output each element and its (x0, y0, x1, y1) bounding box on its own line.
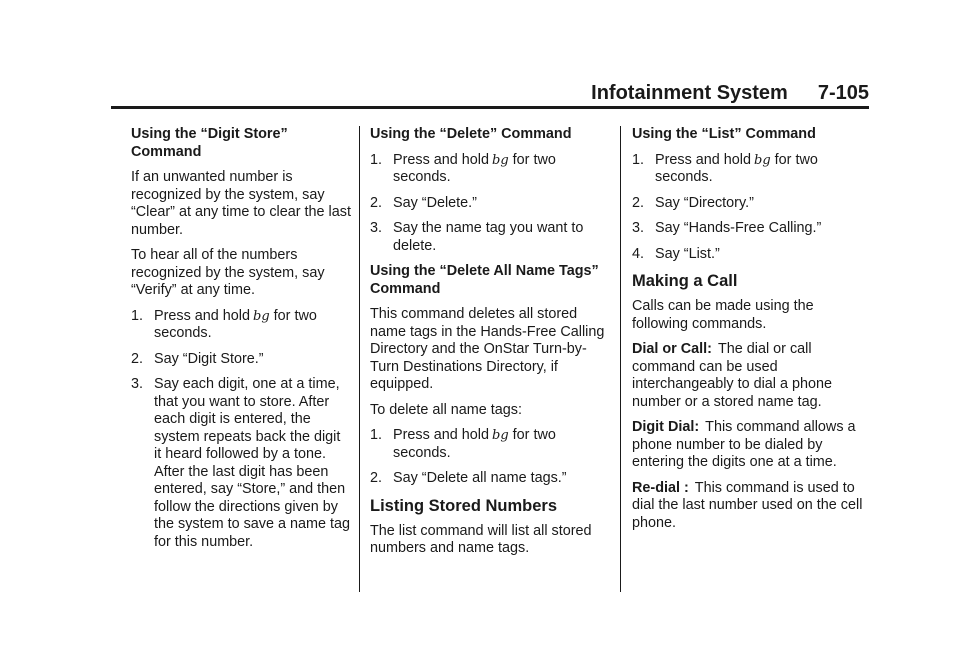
phone-button-icon: g (500, 428, 509, 443)
phone-button-icon: g (261, 308, 270, 324)
step-item (632, 195, 872, 213)
step-item (131, 308, 351, 343)
step-number: 1. (370, 151, 383, 168)
column-1 (131, 126, 351, 559)
step-item (370, 152, 608, 187)
definition-term: Dial or Call: (632, 341, 712, 357)
page-header (111, 82, 869, 104)
step-text: Press and hold (655, 151, 751, 168)
step-text: Press and hold (393, 427, 489, 443)
voice-button-icon: b (754, 152, 763, 168)
step-text: for two seconds. (655, 151, 818, 185)
paragraph-clear: If an unwanted number is recognized by the system, say “Clear” at any time to clear the last number. (131, 169, 351, 238)
step-number: 3. (131, 376, 144, 392)
step-text: Press and hold (393, 151, 489, 168)
paragraph-to-delete: To delete all name tags: (370, 401, 522, 418)
step-text: for two seconds. (393, 427, 556, 461)
paragraph-verify: To hear all of the numbers recognized by the system, say “Verify” at any time. (131, 247, 325, 298)
subhead-delete-all: Using the “Delete All Name Tags” Command (370, 263, 599, 297)
step-item (370, 220, 608, 255)
step-text: Say “Digit Store.” (154, 350, 264, 367)
voice-button-icon: b (253, 308, 262, 324)
definition-text: The dial or call command can be used interchangeably to dial a phone number or a stored name tag. (632, 341, 833, 410)
column-3 (632, 126, 872, 540)
step-number: 1. (370, 427, 383, 443)
step-number: 1. (131, 307, 144, 324)
section-title-listing: Listing Stored Numbers (370, 496, 558, 515)
step-number: 3. (632, 220, 645, 236)
step-text: for two seconds. (393, 151, 556, 185)
header-page-number: 7-105 (817, 82, 869, 104)
definition-term: Digit Dial: (632, 419, 700, 435)
subhead-list: Using the “List” Command (632, 126, 816, 142)
voice-button-icon: b (492, 152, 501, 168)
step-number: 2. (370, 470, 383, 486)
definition-redial (632, 480, 872, 533)
step-text: for two seconds. (154, 307, 317, 341)
step-item (370, 470, 608, 488)
header-section-title: Infotainment System (591, 82, 788, 104)
step-item (632, 152, 872, 187)
subhead-delete: Using the “Delete” Command (370, 126, 572, 142)
paragraph-calls: Calls can be made using the following commands. (632, 298, 814, 332)
column-divider-2 (620, 126, 621, 592)
step-text: Say the name tag you want to delete. (393, 220, 584, 254)
step-number: 4. (632, 245, 645, 262)
step-item (370, 195, 608, 213)
definition-digit-dial (632, 419, 872, 472)
step-number: 2. (632, 194, 645, 211)
step-text: Say “Hands-Free Calling.” (655, 220, 822, 236)
header-rule (111, 106, 869, 109)
definition-text: This command is used to dial the last number used on the cell phone. (632, 479, 863, 531)
paragraph-list: The list command will list all stored numbers and name tags. (370, 522, 592, 556)
definition-term: Re-dial : (632, 479, 689, 496)
step-text: Press and hold (154, 307, 250, 324)
step-text: Say each digit, one at a time, that you want to store. After each digit is entered, the system repeats back the digit it heard followed by a tone. After the last digit has been entered, say “Store,” and then follow the directions given by the system to save a name tag for this number. (154, 376, 350, 550)
column-divider-1 (359, 126, 360, 592)
step-number: 2. (131, 350, 144, 367)
step-text: Say “Delete.” (393, 194, 477, 211)
step-text: Say “List.” (655, 245, 720, 262)
column-2 (370, 126, 608, 566)
step-item (370, 427, 608, 462)
phone-button-icon: g (762, 152, 771, 168)
definition-dial-or-call (632, 341, 872, 411)
step-number: 1. (632, 151, 645, 168)
step-number: 2. (370, 194, 383, 211)
step-item (131, 351, 351, 369)
step-item (632, 220, 872, 238)
section-title-making-call: Making a Call (632, 272, 738, 290)
subhead-digit-store: Using the “Digit Store” Command (131, 126, 288, 160)
step-number: 3. (370, 220, 383, 236)
phone-button-icon: g (500, 152, 509, 168)
step-item (131, 376, 351, 551)
step-text: Say “Delete all name tags.” (393, 470, 567, 486)
step-text: Say “Directory.” (655, 194, 754, 211)
voice-button-icon: b (492, 428, 501, 443)
step-item (632, 246, 872, 264)
paragraph-delete-all: This command deletes all stored name tags in the Hands-Free Calling Directory and the OnStar Turn-by-Turn Destinations Directory, if equipped. (370, 306, 605, 392)
definition-text: This command allows a phone number to be dialed by entering the digits one at a time. (632, 419, 856, 470)
